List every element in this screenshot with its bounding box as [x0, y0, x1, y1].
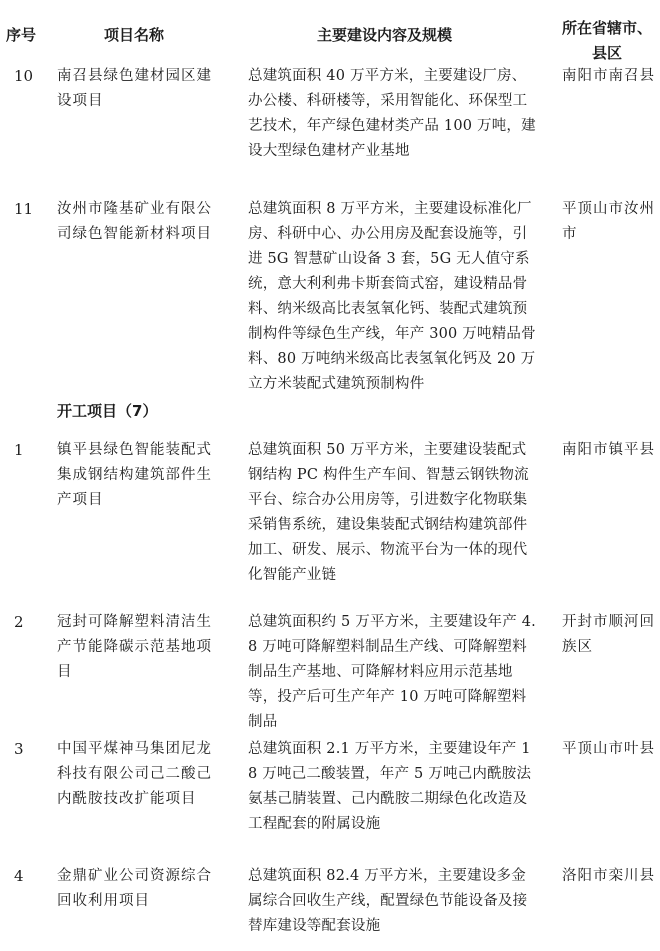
row-project-name: 冠封可降解塑料清洁生产节能降碳示范基地项目	[57, 614, 212, 680]
row-location: 平顶山市汝州市	[562, 201, 655, 242]
row-seq: 10	[14, 67, 34, 85]
row-location: 南阳市南召县	[562, 68, 655, 84]
row-project-name: 金鼎矿业公司资源综合回收利用项目	[57, 868, 212, 909]
row-content: 总建筑面积 2.1 万平方米，主要建设年产 18 万吨己二酸装置，年产 5 万吨己内酰胺法氨基己腈装置、己内酰胺二期绿色化改造及工程配套的附属设施	[248, 741, 532, 832]
row-location: 开封市顺河回族区	[562, 614, 655, 655]
table-header	[0, 0, 660, 64]
row-seq: 3	[14, 740, 24, 758]
row-seq: 2	[14, 613, 24, 631]
row-location: 洛阳市栾川县	[562, 868, 655, 884]
header-seq: 序号	[6, 26, 37, 44]
row-project-name: 镇平县绿色智能装配式集成钢结构建筑部件生产项目	[57, 442, 212, 508]
row-content: 总建筑面积约 5 万平方米，主要建设年产 4.8 万吨可降解塑料制品生产线、可降解塑料制品生产基地、可降解材料应用示范基地等，投产后可生产年产 10 万吨可降解塑料制品	[248, 614, 536, 730]
header-location: 所在省辖市、县区	[561, 19, 652, 62]
row-content: 总建筑面积 8 万平方米，主要建设标准化厂房、科研中心、办公用房及配套设施等，引进 5G 智慧矿山设备 3 套，5G 无人值守系统，意大利利弗卡斯套筒式窑，建设精品骨料、纳米级高比表氢氧化钙、装配式建筑预制构件等绿色生产线，年产 300 万吨精品骨料、80 万吨纳米级高比表氢氧化钙及 20 万立方米装配式建筑预制构件	[248, 201, 536, 392]
row-location: 南阳市镇平县	[562, 442, 655, 458]
row-seq: 4	[14, 867, 24, 885]
row-seq: 1	[14, 441, 24, 459]
row-project-name: 中国平煤神马集团尼龙科技有限公司己二酸己内酰胺技改扩能项目	[57, 741, 212, 807]
header-content: 主要建设内容及规模	[317, 26, 453, 44]
header-name: 项目名称	[104, 26, 165, 44]
row-location: 平顶山市叶县	[562, 741, 655, 757]
row-content: 总建筑面积 50 万平方米，主要建设装配式钢结构 PC 构件生产车间、智慧云钢铁物流平台、综合办公用房等，引进数字化物联集采销售系统，建设集装配式钢结构建筑部件加工、研发、展示、物流平台为一体的现代化智能产业链	[248, 442, 529, 583]
row-project-name: 汝州市隆基矿业有限公司绿色智能新材料项目	[57, 201, 212, 242]
row-content: 总建筑面积 40 万平方米，主要建设厂房、办公楼、科研楼等，采用智能化、环保型工艺技术，年产绿色建材类产品 100 万吨，建设大型绿色建材产业基地	[248, 68, 536, 159]
row-project-name: 南召县绿色建材园区建设项目	[57, 68, 212, 109]
row-seq: 11	[14, 200, 34, 218]
row-content: 总建筑面积 82.4 万平方米，主要建设多金属综合回收生产线，配置绿色节能设备及接替库建设等配套设施	[248, 868, 528, 934]
section-title: 开工项目（7）	[57, 402, 158, 420]
